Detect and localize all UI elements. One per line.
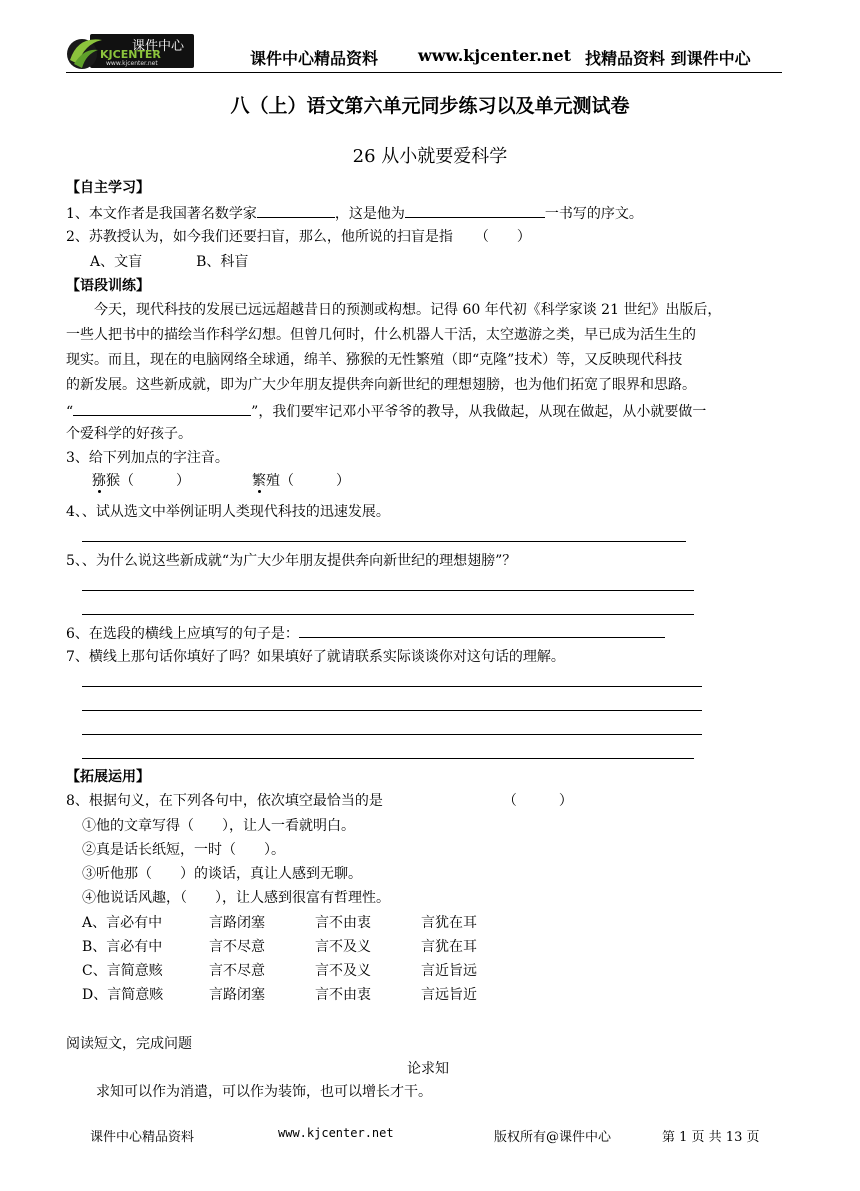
sentence-3: ③听他那（ ）的谈话，真让人感到无聊。: [82, 866, 362, 882]
footer-site[interactable]: www.kjcenter.net: [278, 1126, 394, 1140]
reading-title: 论求知: [407, 1061, 449, 1077]
passage-line: 的新发展。这些新成就，即为广大少年朋友提供奔向新世纪的理想翅膀，也为他们拓宽了眼界和思路。: [66, 377, 696, 393]
passage-line: 一些人把书中的描绘当作科学幻想。但曾几何时，什么机器人干活，太空遨游之类，早已成为活生生的: [66, 327, 696, 343]
page-title: 八（上）语文第六单元同步练习以及单元测试卷: [230, 95, 630, 117]
answer-line[interactable]: [82, 710, 702, 711]
logo: [62, 30, 196, 72]
header-tagline-1: 课件中心精品资料: [250, 49, 379, 68]
option-row[interactable]: D、言简意赅 言路闭塞 言不由衷 言远旨近: [82, 987, 477, 1003]
question-2-options: [90, 252, 248, 272]
section-heading-self-study: 【自主学习】: [66, 180, 150, 196]
page-number: 第 1 页 共 13 页: [662, 1130, 760, 1145]
sentence-1: ①他的文章写得（ ），让人一看就明白。: [82, 818, 355, 834]
question-2: 2、苏教授认为，如今我们还要扫盲，那么，他所说的扫盲是指 （ ）: [66, 229, 531, 245]
answer-line[interactable]: [82, 686, 702, 687]
reading-instruction: 阅读短文，完成问题: [66, 1036, 192, 1052]
option-row[interactable]: A、言必有中 言路闭塞 言不由衷 言犹在耳: [82, 915, 477, 931]
question-8: 8、根据句义，在下列各句中，依次填空最恰当的是 （ ）: [66, 793, 573, 809]
answer-line[interactable]: [82, 758, 694, 759]
sentence-2: ②真是话长纸短，一时（ ）。: [82, 842, 285, 858]
section-heading-extension: 【拓展运用】: [66, 769, 150, 785]
option-b[interactable]: B、科盲: [196, 254, 249, 270]
logo-sub-text: KJCENTER: [100, 48, 161, 61]
footer-copyright: 版权所有@课件中心: [494, 1130, 612, 1145]
option-a[interactable]: A、文盲: [90, 254, 143, 270]
answer-blank[interactable]: [257, 202, 335, 218]
question-4: 4、、试从选文中举例证明人类现代科技的迅速发展。: [66, 504, 390, 520]
question-1: 1、本文作者是我国著名数学家 ，这是他为 一书写的序文。: [66, 202, 643, 224]
passage-line: 个爱科学的好孩子。: [66, 426, 192, 442]
option-row[interactable]: B、言必有中 言不尽意 言不及义 言犹在耳: [82, 939, 477, 955]
question-5: 5、、为什么说这些新成就“为广大少年朋友提供奔向新世纪的理想翅膀”？: [66, 553, 517, 569]
passage-line: “ ”，我们要牢记邓小平爷爷的教导，从我做起，从现在做起，从小就要做一: [66, 400, 706, 422]
answer-line[interactable]: [82, 734, 702, 735]
question-3-words: 猕猴（ ） 繁殖（ ）: [92, 473, 350, 489]
lesson-title: 26 从小就要爱科学: [352, 146, 508, 167]
logo-main-text: 课件中心: [132, 39, 185, 54]
passage-line: 现实。而且，现在的电脑网络全球通，绵羊、猕猴的无性繁殖（即“克隆”技术）等，又反映现代科技: [66, 352, 683, 368]
header-divider: [66, 72, 782, 73]
footer-left: 课件中心精品资料: [90, 1130, 195, 1145]
answer-line[interactable]: [82, 541, 686, 542]
reading-first-line: 求知可以作为消遣，可以作为装饰，也可以增长才干。: [96, 1084, 432, 1100]
sentence-4: ④他说话风趣，（ ），让人感到很富有哲理性。: [82, 890, 390, 906]
header-site[interactable]: www.kjcenter.net: [418, 46, 572, 65]
option-row[interactable]: C、言简意赅 言不尽意 言不及义 言近旨远: [82, 963, 477, 979]
question-3: 3、给下列加点的字注音。: [66, 450, 229, 466]
answer-blank[interactable]: [405, 202, 545, 218]
answer-line[interactable]: [82, 590, 694, 591]
section-heading-passage: 【语段训练】: [66, 278, 150, 294]
header-tagline-2: 找精品资料 到课件中心: [585, 49, 751, 68]
question-7: 7、横线上那句话你填好了吗？如果填好了就请联系实际谈谈你对这句话的理解。: [66, 649, 565, 665]
passage-line: 今天，现代科技的发展已远远超越昔日的预测或构想。记得 60 年代初《科学家谈 21 世纪》出版后，: [94, 302, 722, 318]
answer-blank[interactable]: [299, 622, 665, 638]
answer-blank[interactable]: [73, 400, 251, 416]
logo-url-text: www.kjcenter.net: [106, 60, 158, 67]
answer-line[interactable]: [82, 614, 694, 615]
question-6: 6、在选段的横线上应填写的句子是：: [66, 622, 665, 644]
